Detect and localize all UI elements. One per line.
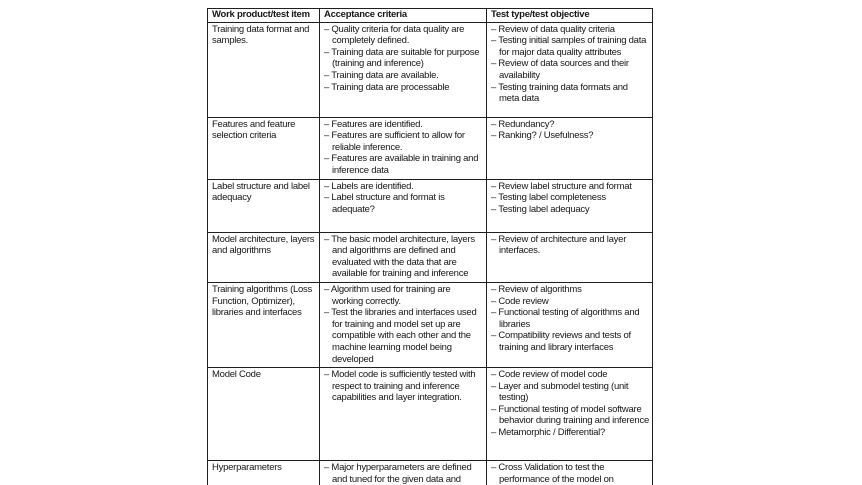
test-objective-cell bbox=[487, 368, 653, 461]
bullet-item: – Testing training data formats and meta data bbox=[491, 81, 628, 105]
work-product-cell: Label structure and label adequacy bbox=[208, 179, 320, 232]
header-work-product: Work product/test item bbox=[208, 9, 320, 23]
bullet-item: – Testing label adequacy bbox=[491, 203, 590, 215]
bullet-item: – Algorithm used for training are working correctly. bbox=[324, 283, 451, 307]
test-objective-cell bbox=[487, 282, 653, 367]
test-objective-cell bbox=[487, 22, 653, 117]
bullet-item: – Training data are available. bbox=[324, 69, 439, 81]
acceptance-criteria-cell bbox=[320, 461, 487, 485]
bullet-item: – Code review of model code bbox=[491, 369, 608, 381]
work-product-cell: Features and feature selection criteria bbox=[208, 117, 320, 179]
bullet-item: – Functional testing of model software behavior during training and inference bbox=[491, 403, 649, 427]
bullet-item: – Features are identified. bbox=[324, 118, 423, 130]
bullet-item: – Review of data sources and their availability bbox=[491, 58, 629, 81]
acceptance-criteria-cell bbox=[320, 368, 487, 461]
acceptance-criteria-cell bbox=[320, 282, 487, 367]
table-row bbox=[208, 368, 653, 461]
header-acceptance-criteria: Acceptance criteria bbox=[320, 9, 487, 23]
work-product-cell: Hyperparameters bbox=[208, 461, 320, 485]
bullet-item: – Labels are identified. bbox=[324, 180, 414, 192]
header-test-objective: Test type/test objective bbox=[487, 9, 653, 23]
bullet-item: – Training data are suitable for purpose (training and inference) bbox=[324, 46, 480, 70]
bullet-item: – Redundancy? bbox=[491, 118, 555, 130]
acceptance-criteria-cell bbox=[320, 232, 487, 282]
bullet-item: – Code review bbox=[491, 295, 549, 307]
bullet-item: – Metamorphic / Differential? bbox=[491, 427, 606, 439]
bullet-item: – Review of algorithms bbox=[491, 283, 582, 295]
review-table bbox=[207, 8, 653, 485]
bullet-item: – Ranking? / Usefulness? bbox=[491, 130, 594, 142]
work-product-cell: Training data format and samples. bbox=[208, 22, 320, 117]
header-row bbox=[208, 9, 653, 23]
bullet-item: – Layer and submodel testing (unit testing) bbox=[491, 380, 629, 404]
bullet-item: – Features are sufficient to allow for reliable inference. bbox=[324, 130, 465, 153]
bullet-item: – Training data are processable bbox=[324, 81, 450, 93]
table-body bbox=[208, 22, 653, 485]
bullet-item: – Review of architecture and layer interfaces. bbox=[491, 233, 627, 257]
bullet-item: – Label structure and format is adequate? bbox=[324, 192, 445, 215]
table-row bbox=[208, 22, 653, 117]
bullet-item: – Testing label completeness bbox=[491, 192, 606, 204]
test-objective-cell bbox=[487, 232, 653, 282]
test-objective-cell bbox=[487, 117, 653, 179]
bullet-item: – Model code is sufficiently tested with respect to training and inference capabilities and layer integration. bbox=[324, 369, 476, 404]
bullet-item: – Functional testing of algorithms and libraries bbox=[491, 307, 640, 330]
bullet-item: – Major hyperparameters are defined and tuned for the given data and bbox=[324, 462, 472, 485]
bullet-item: – Compatibility reviews and tests of training and library interfaces bbox=[491, 330, 631, 353]
table-row bbox=[208, 232, 653, 282]
bullet-item: – Review of data quality criteria bbox=[491, 23, 615, 35]
table-row bbox=[208, 179, 653, 232]
work-product-cell: Model Code bbox=[208, 368, 320, 461]
acceptance-criteria-cell bbox=[320, 117, 487, 179]
bullet-item: – Cross Validation to test the performance of the model on bbox=[491, 462, 614, 485]
acceptance-criteria-cell bbox=[320, 22, 487, 117]
table-row bbox=[208, 461, 653, 485]
test-objective-cell bbox=[487, 179, 653, 232]
acceptance-criteria-cell bbox=[320, 179, 487, 232]
table-header bbox=[208, 9, 653, 23]
table-row bbox=[208, 117, 653, 179]
table-row bbox=[208, 282, 653, 367]
bullet-item: – The basic model architecture, layers and algorithms are defined and evaluated with the data that are available for training and inference bbox=[324, 233, 475, 280]
bullet-item: – Features are available in training and inference data bbox=[324, 153, 479, 176]
work-product-cell: Training algorithms (Loss Function, Optimizer), libraries and interfaces bbox=[208, 282, 320, 367]
bullet-item: – Review label structure and format bbox=[491, 180, 632, 192]
bullet-item: – Testing initial samples of training data for major data quality attributes bbox=[491, 35, 647, 58]
bullet-item: – Quality criteria for data quality are completely defined. bbox=[324, 23, 465, 47]
bullet-item: – Test the libraries and interfaces used for training and model set up are compatible with each other and the machine learning model being developed bbox=[324, 307, 477, 365]
test-objective-cell bbox=[487, 461, 653, 485]
work-product-cell: Model architecture, layers and algorithms bbox=[208, 232, 320, 282]
